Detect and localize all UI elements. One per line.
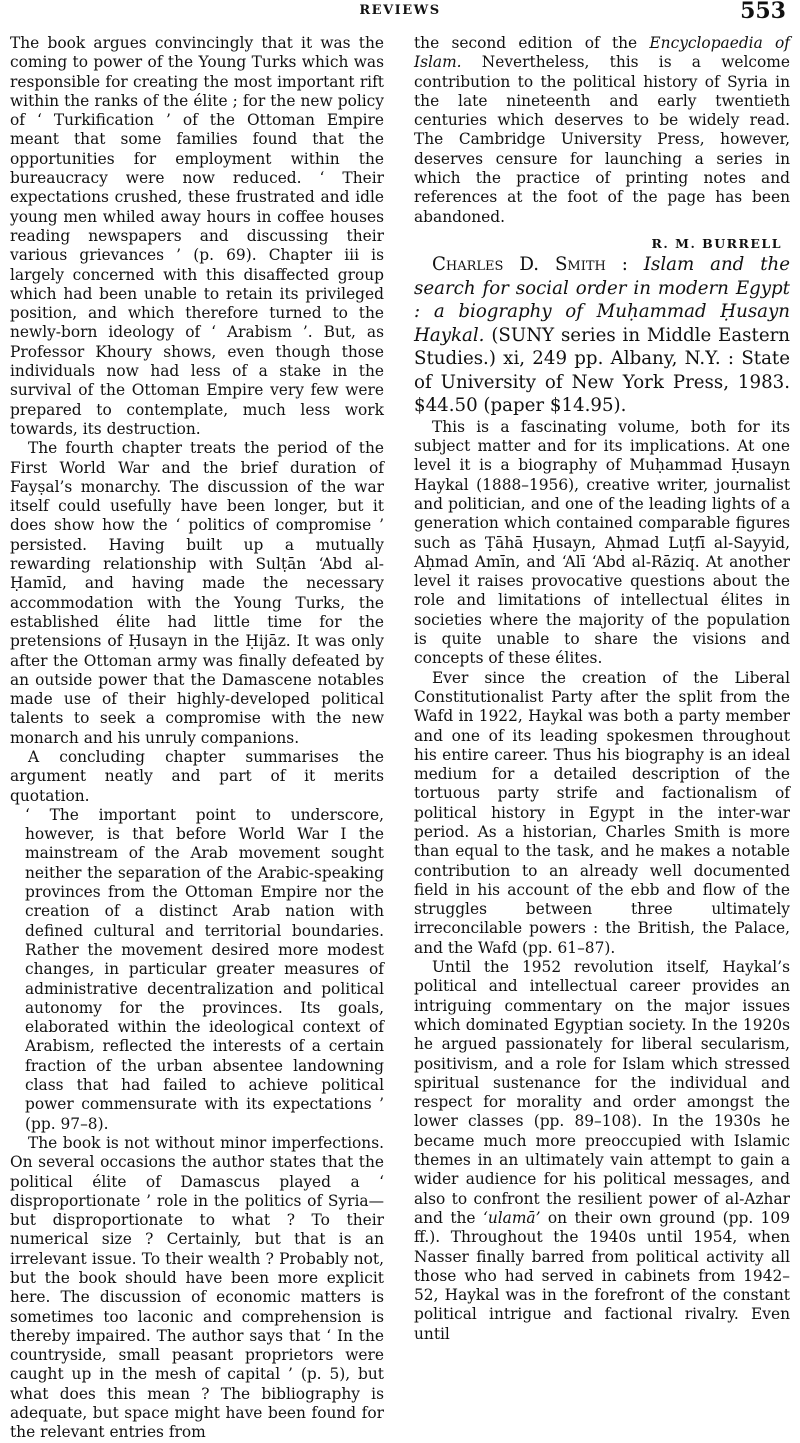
paragraph-young-turks: The book argues convincingly that it was the coming to power of the Young Turks which was responsible for creating the most important rift within the ranks of the élite ; for the new policy of ‘ Turkification ’ of the Ottoman Empire meant that some families found that the opportunities for employment within the bureaucracy were now reduced. ‘ Their expectations crushed, these frustrated and idle young men whiled away hours in coffee houses reading newspapers and discussing their various grievances ’ (p. 69). Chapter iii is largely concerned with this disaffected group which had been unable to retain its privileged position, and which therefore turned to the newly-born ideology of ‘ Arabism ’. But, as Professor Khoury shows, even though those individuals now had less of a stake in the survival of the Ottoman Empire very few were prepared to contemplate, much less work towards, its destruction. bbox=[10, 34, 384, 438]
paragraph-concluding-chapter: A concluding chapter summarises the argument neatly and part of it merits quotation. bbox=[10, 747, 384, 805]
continuation-text-end: Nevertheless, this is a welcome contribution to the political history of Syria in the late nineteenth and early twentieth centuries which deserves to be widely read. The Cambridge University Press, however, deserves censure for launching a series in which the practice of printing notes and references at the foot of the page has been abandoned. bbox=[414, 53, 790, 226]
review-heading bbox=[414, 253, 790, 418]
page-number: 553 bbox=[740, 0, 786, 24]
paragraph-continuation bbox=[414, 34, 790, 227]
continuation-text: the second edition of the bbox=[414, 34, 638, 52]
left-column bbox=[10, 34, 384, 1443]
running-head: REVIEWS bbox=[359, 3, 441, 18]
paragraph-fascinating-volume: This is a fascinating volume, both for its subject matter and for its implications. At one level it is a biography of Muḥammad Ḥusayn Haykal (1888–1956), creative writer, journalist and politician, and one of the leading lights of a generation which contained comparable figures such as Ṭāhā Ḥusayn, Aḥmad Luṭfī al-Sayyid, Aḥmad Amīn, and ‘Alī ‘Abd al-Rāziq. At another level it raises provocative questions about the role and limitations of intellectual élites in societies where the majority of the population is quite unable to share the visions and concepts of these élites. bbox=[414, 417, 790, 668]
encyclopaedia-title: Encyclopaedia of Islam. bbox=[414, 34, 790, 72]
paragraph-imperfections: The book is not without minor imperfections. On several occasions the author states that the political élite of Damascus played a ‘ disproportionate ’ role in the politics of Syria—but disproportionate to what ? To their numerical size ? Certainly, but that is an irrelevant issue. To their wealth ? Probably not, but the book should have been more explicit here. The discussion of economic matters is sometimes too laconic and comprehension is thereby impaired. The author says that ‘ In the countryside, small peasant proprietors were caught up in the mesh of capital ’ (p. 5), but what does this mean ? The bibliography is adequate, but space might have been found for the relevant entries from bbox=[10, 1133, 384, 1442]
block-quotation: ‘ The important point to underscore, however, is that before World War I the mainstream of the Arab movement sought neither the separation of the Arabic-speaking provinces from the Ottoman Empire nor the creation of a distinct Arab nation with defined cultural and territorial boundaries. Rather the movement desired more modest changes, in particular greater measures of administrative decentralization and political autonomy for the provinces. Its goals, elaborated within the ideological context of Arabism, reflected the interests of a certain fraction of the urban absentee landowning class that had failed to achieve political power commensurate with its expectations ’ (pp. 97–8). bbox=[25, 805, 384, 1133]
ulama-term: ‘ulamā’ bbox=[482, 1208, 541, 1227]
right-column bbox=[414, 34, 790, 1344]
page-header bbox=[0, 0, 800, 30]
paragraph-until-1952-part1: Until the 1952 revolution itself, Haykal’s political and intellectual career provides an intriguing commentary on the major issues which dominated Egyptian society. In the 1920s he argued passionately for liberal secularism, positivism, and a role for Islam which stressed spiritual sustenance for the individual and respect for morality and order amongst the lower classes (pp. 89–108). In the 1930s he became much more preoccupied with Islamic themes in an ultimately vain attempt to gain a wider audience for his political messages, and also to confront the resilient power of al-Azhar and the bbox=[414, 958, 790, 1227]
book-author: Charles D. Smith : bbox=[432, 254, 628, 276]
paragraph-until-1952-part2: on their own ground (pp. 109 ff.). Throughout the 1940s until 1954, when Nasser finally barred from political activity all those who had served in cabinets from 1942–52, Haykal was in the forefront of the constant political intrigue and factional rivalry. Even until bbox=[414, 1208, 790, 1343]
book-title: Islam and the search for social order in modern Egypt : a biography of Muḥammad Ḥusayn Haykal. bbox=[414, 254, 790, 346]
paragraph-until-1952 bbox=[414, 958, 790, 1344]
reviewer-signature: R. M. BURRELL bbox=[651, 235, 782, 251]
book-details: (SUNY series in Middle Eastern Studies.) xi, 249 pp. Albany, N.Y. : State of University of New York Press, 1983. $44.50 (paper $14.95). bbox=[414, 324, 790, 417]
paragraph-liberal-constitutionalist: Ever since the creation of the Liberal Constitutionalist Party after the split from the Wafd in 1922, Haykal was both a party member and one of its leading spokesmen throughout his entire career. Thus his biography is an ideal medium for a detailed description of the tortuous party strife and factionalism of political history in Egypt in the inter-war period. As a historian, Charles Smith is more than equal to the task, and he makes a notable contribution to an already well documented field in his account of the ebb and flow of the struggles between three ultimately irreconcilable powers : the British, the Palace, and the Wafd (pp. 61–87). bbox=[414, 668, 790, 957]
paragraph-fourth-chapter: The fourth chapter treats the period of the First World War and the brief duration of Fayṣal’s monarchy. The discussion of the war itself could usefully have been longer, but it does show how the ‘ politics of compromise ’ persisted. Having built up a mutually rewarding relationship with Sulṭān ‘Abd al-Ḥamīd, and having made the necessary accommodation with the Young Turks, the established élite had little time for the pretensions of Ḥusayn in the Ḥijāz. It was only after the Ottoman army was finally defeated by an outside power that the Damascene notables made use of their highly-developed political talents to seek a compromise with the new monarch and his unruly companions. bbox=[10, 439, 384, 747]
